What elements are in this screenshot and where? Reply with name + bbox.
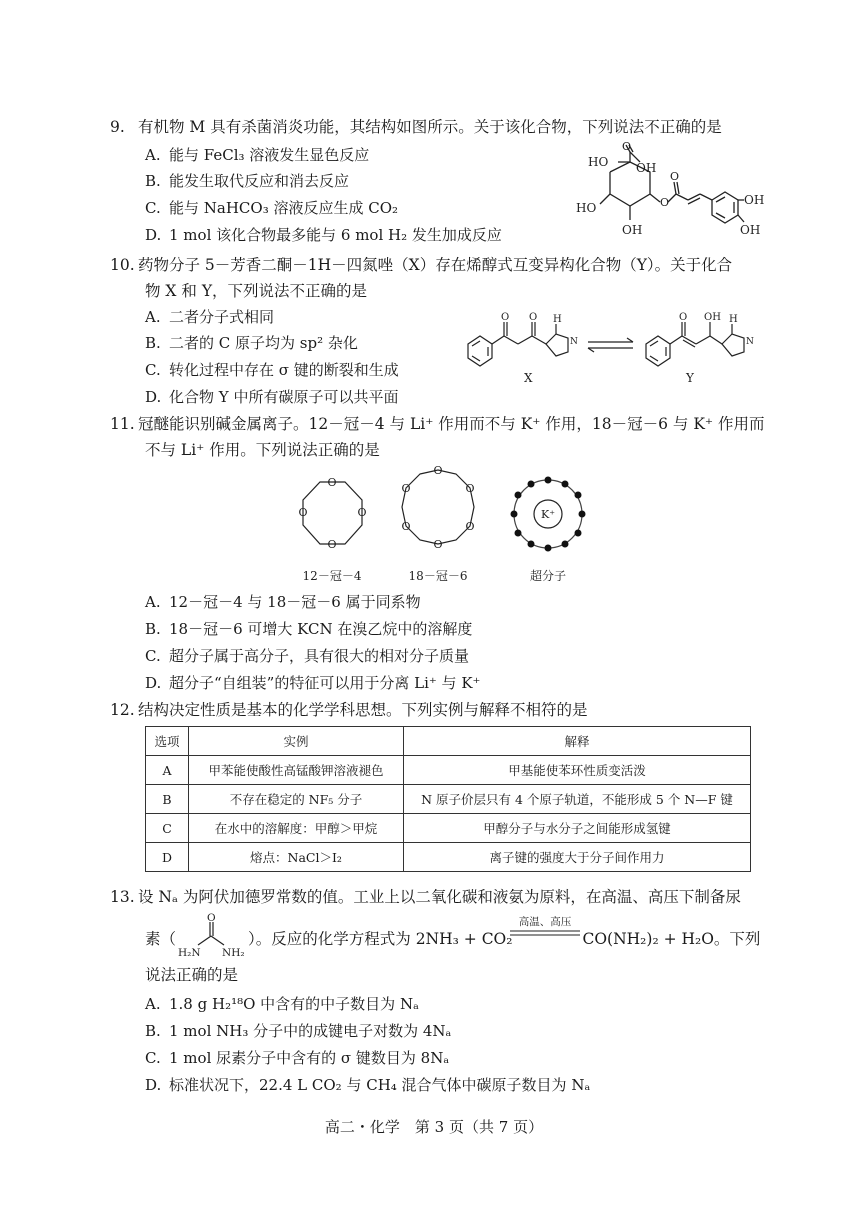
table-header: 解释 (404, 727, 751, 756)
question-13-stem-end: 说法正确的是 (145, 966, 239, 984)
question-text: 有机物 M 具有杀菌消炎功能，其结构如图所示。关于该化合物，下列说法不正确的是 (138, 118, 722, 136)
y-nh-h-label: H (729, 314, 738, 325)
table-row (146, 785, 751, 814)
crown4-o-label-3: O (327, 538, 337, 551)
option-key: B. (145, 334, 161, 352)
q13-option-b (145, 1018, 451, 1044)
table-header: 选项 (146, 727, 189, 756)
crown6-o-label-3: O (465, 520, 475, 533)
question-11-stem-cont: 不与 Li⁺ 作用。下列说法正确的是 (145, 441, 380, 459)
q10-option-d (145, 384, 398, 410)
option-key: C. (145, 647, 161, 665)
hydroxyl-label: HO (588, 155, 609, 169)
question-number: 9. (110, 118, 125, 136)
stem-text: CO(NH₂)₂ + H₂O。下列 (582, 930, 761, 948)
option-text: 二者的 C 原子均为 sp² 杂化 (169, 334, 358, 352)
phenol-oh-label: OH (744, 193, 765, 207)
question-10-stem-cont: 物 X 和 Y，下列说法不正确的是 (145, 282, 368, 300)
y-tetrazole-n-label: N (746, 337, 754, 347)
option-key: A. (145, 146, 161, 164)
crown6-o-label-5: O (401, 520, 411, 533)
q11-crown-ether-figure (290, 462, 620, 587)
table-cell: C (146, 814, 189, 843)
ester-carbonyl-o-label: O (670, 170, 680, 183)
table-header: 实例 (189, 727, 404, 756)
option-key: C. (145, 361, 161, 379)
option-text: 1.8 g H₂¹⁸O 中含有的中子数目为 Nₐ (169, 995, 419, 1013)
table-header-row (146, 727, 751, 756)
q9-option-a (145, 142, 369, 168)
question-text: 药物分子 5－芳香二酮－1H－四氮唑（X）存在烯醇式互变异构化合物（Y）。关于化合 (138, 256, 733, 274)
tetrazole-n-label: N (570, 337, 578, 347)
page-footer: 高二・化学 第 3 页（共 7 页） (324, 1118, 544, 1136)
option-text: 能与 FeCl₃ 溶液发生显色反应 (169, 146, 370, 164)
q10-option-a (145, 304, 274, 330)
q11-option-d (145, 670, 480, 696)
crown6-o-label-6: O (401, 482, 411, 495)
ketone-o-label-2: O (529, 312, 538, 323)
option-text: 转化过程中存在 σ 键的断裂和生成 (169, 361, 399, 379)
q10-option-c (145, 357, 399, 383)
urea-n1-label: H₂N (178, 947, 201, 959)
caption-18-crown-6: 18－冠－6 (408, 569, 468, 583)
crown4-o-label-2: O (357, 506, 367, 519)
question-9-stem (110, 114, 722, 140)
question-11-stem (110, 411, 765, 437)
question-text: 结构决定性质是基本的化学学科思想。下列实例与解释不相符的是 (138, 701, 588, 719)
q9-option-c (145, 195, 398, 221)
option-text: 1 mol NH₃ 分子中的成键电子对数为 4Nₐ (169, 1022, 452, 1040)
option-key: B. (145, 620, 161, 638)
hydroxyl-label-3: OH (622, 223, 643, 237)
crown6-o-label-2: O (465, 482, 475, 495)
option-text: 12－冠－4 与 18－冠－6 属于同系物 (169, 593, 421, 611)
q9-option-d (145, 222, 502, 248)
table-cell: D (146, 843, 189, 872)
option-key: D. (145, 226, 162, 244)
q13-option-a (145, 991, 419, 1017)
table-cell: N 原子价层只有 4 个原子轨道，不能形成 5 个 N—F 键 (404, 785, 751, 814)
option-text: 1 mol 尿素分子中含有的 σ 键数目为 8Nₐ (169, 1049, 450, 1067)
q11-option-a (145, 589, 421, 615)
stem-text: 素（ (145, 930, 177, 948)
compound-y-label: Y (686, 371, 694, 385)
q13-option-c (145, 1045, 449, 1071)
compound-x-label: X (524, 371, 533, 385)
table-cell: 离子键的强度大于分子间作用力 (404, 843, 751, 872)
option-key: B. (145, 172, 161, 190)
q11-option-c (145, 643, 469, 669)
option-key: D. (145, 1076, 162, 1094)
ester-o-label: O (660, 196, 670, 209)
table-cell: 甲苯能使酸性高锰酸钾溶液褪色 (189, 756, 404, 785)
q11-option-b (145, 616, 472, 642)
table-row (146, 756, 751, 785)
option-key: D. (145, 674, 162, 692)
table-cell: B (146, 785, 189, 814)
crown4-o-label-4: O (298, 506, 308, 519)
caption-supermolecule: 超分子 (529, 569, 567, 583)
option-text: 超分子属于高分子，具有很大的相对分子质量 (169, 647, 470, 665)
table-row (146, 814, 751, 843)
question-number: 12. (110, 701, 135, 719)
q9-structure-figure (570, 140, 765, 245)
option-text: 能与 NaHCO₃ 溶液反应生成 CO₂ (169, 199, 399, 217)
option-key: B. (145, 1022, 161, 1040)
question-number: 11. (110, 415, 135, 433)
table-row (146, 843, 751, 872)
caption-12-crown-4: 12－冠－4 (302, 569, 362, 583)
option-text: 化合物 Y 中所有碳原子可以共平面 (169, 388, 399, 406)
table-cell: A (146, 756, 189, 785)
table-cell: 甲基能使苯环性质变活泼 (404, 756, 751, 785)
option-text: 超分子“自组装”的特征可以用于分离 Li⁺ 与 K⁺ (169, 674, 481, 692)
reaction-condition-label: 高温、高压 (518, 916, 572, 928)
question-13-stem (110, 884, 741, 910)
question-number: 10. (110, 256, 135, 274)
urea-n2-label: NH₂ (222, 947, 245, 959)
option-text: 18－冠－6 可增大 KCN 在溴乙烷中的溶解度 (169, 620, 473, 638)
question-10-stem (110, 252, 732, 278)
q13-option-d (145, 1072, 590, 1098)
nh-h-label: H (553, 314, 562, 325)
option-key: A. (145, 593, 161, 611)
option-key: D. (145, 388, 162, 406)
urea-structure (170, 912, 250, 962)
crown6-o-label-4: O (433, 538, 443, 551)
table-cell: 熔点：NaCl＞I₂ (189, 843, 404, 872)
option-text: 标准状况下，22.4 L CO₂ 与 CH₄ 混合气体中碳原子数目为 Nₐ (169, 1076, 591, 1094)
question-text: 冠醚能识别碱金属离子。12－冠－4 与 Li⁺ 作用而不与 K⁺ 作用，18－冠－6 与 K⁺ 作用而 (138, 415, 765, 433)
crown4-o-label: O (327, 476, 337, 489)
option-key: C. (145, 199, 161, 217)
q12-table (145, 726, 751, 872)
carbonyl-o-label: O (622, 140, 632, 153)
option-text: 1 mol 该化合物最多能与 6 mol H₂ 发生加成反应 (169, 226, 502, 244)
option-text: 二者分子式相同 (169, 308, 275, 326)
reaction-condition-arrow (508, 914, 582, 942)
option-key: A. (145, 995, 161, 1013)
option-text: 能发生取代反应和消去反应 (169, 172, 350, 190)
enol-oh-label: OH (704, 312, 721, 323)
q9-option-b (145, 168, 349, 194)
question-12-stem (110, 697, 588, 723)
potassium-ion-label: K⁺ (540, 508, 556, 521)
ketone-o-label: O (501, 312, 510, 323)
phenol-oh-label-2: OH (740, 223, 761, 237)
stem-text: ）。反应的化学方程式为 2NH₃ + CO₂ (248, 930, 513, 948)
crown6-o-label: O (433, 464, 443, 477)
hydroxyl-label-2: HO (576, 201, 597, 215)
carboxyl-oh-label: OH (636, 161, 657, 175)
option-key: C. (145, 1049, 161, 1067)
y-ketone-o-label: O (679, 312, 688, 323)
q10-tautomer-figure (458, 300, 768, 390)
q10-option-b (145, 330, 358, 356)
table-cell: 甲醇分子与水分子之间能形成氢键 (404, 814, 751, 843)
table-cell: 在水中的溶解度：甲醇＞甲烷 (189, 814, 404, 843)
urea-o-label: O (207, 912, 216, 924)
question-number: 13. (110, 888, 135, 906)
question-text: 设 Nₐ 为阿伏加德罗常数的值。工业上以二氧化碳和液氨为原料，在高温、高压下制备尿 (138, 888, 741, 906)
table-cell: 不存在稳定的 NF₅ 分子 (189, 785, 404, 814)
option-key: A. (145, 308, 161, 326)
